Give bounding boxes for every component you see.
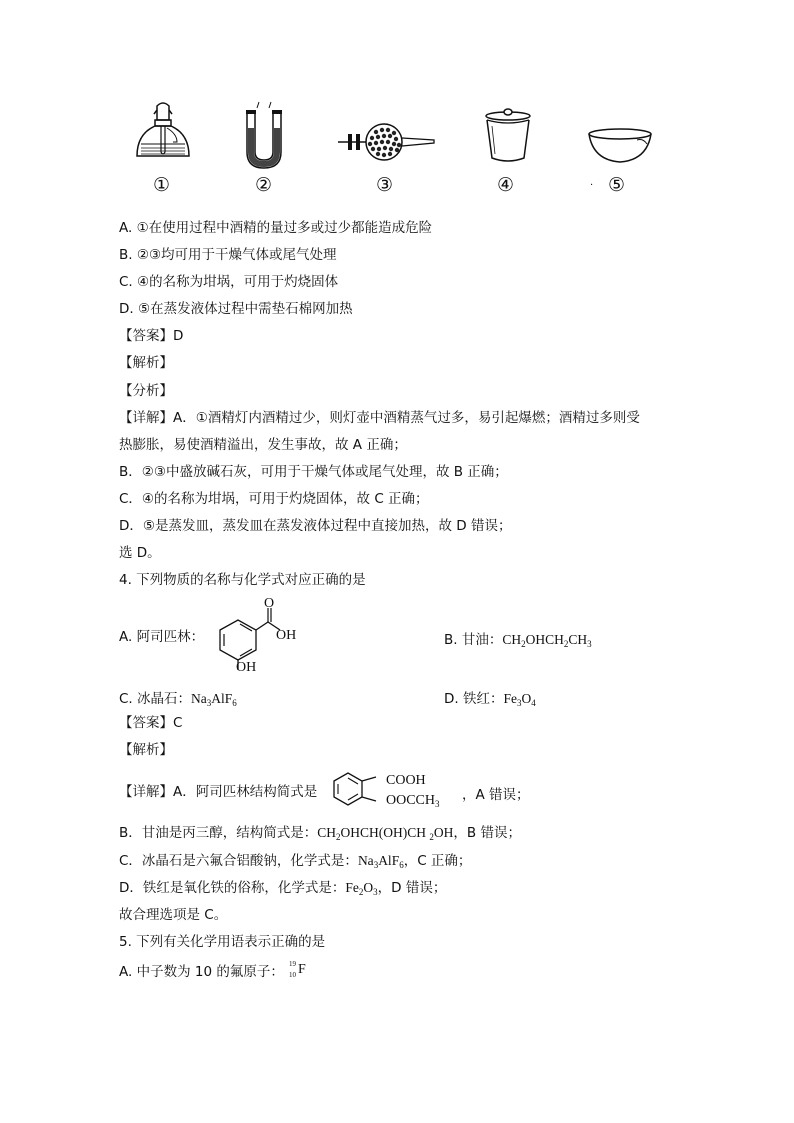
formula-part: Fe: [345, 880, 359, 895]
q5-option-a-label: A. 中子数为 10 的氟原子：: [119, 964, 284, 980]
q4-detail-c-formula: [358, 853, 404, 868]
q5-element-symbol: F: [298, 962, 306, 977]
formula-sub: 6: [399, 860, 404, 870]
q4-detail-c-post: ，C 正确；: [403, 853, 472, 869]
q3-detail-c: C．④的名称为坩埚，可用于灼烧固体，故 C 正确；: [119, 491, 429, 507]
q4-detail-d: [119, 879, 446, 901]
formula-part: OHCH: [525, 632, 564, 647]
formula-part: CH: [502, 632, 522, 647]
q3-analysis-heading: 【解析】: [119, 355, 173, 371]
q4-detail-a-pre: 【详解】A．阿司匹林结构简式是: [119, 784, 318, 800]
figure-label-5: ⑤: [608, 174, 626, 196]
alcohol-lamp-icon: [133, 100, 193, 170]
q5-option-a: [119, 963, 284, 981]
formula-sub: 3: [373, 887, 378, 897]
formula-part: AlF: [378, 853, 400, 868]
q5-stem: 5. 下列有关化学用语表示正确的是: [119, 934, 326, 950]
u-tube-icon: [241, 106, 287, 176]
formula-part: CH: [317, 825, 337, 840]
figure-dot: ·: [590, 180, 594, 191]
q3-detail-d: D．⑤是蒸发皿，蒸发皿在蒸发液体过程中直接加热，故 D 错误；: [119, 518, 512, 534]
formula-part: CH: [568, 632, 588, 647]
q4-detail-d-pre: D．铁红是氧化铁的俗称，化学式是：: [119, 880, 346, 896]
q3-option-a: A. ①在使用过程中酒精的量过多或过少都能造成危险: [119, 220, 433, 236]
formula-sub: 4: [531, 698, 536, 708]
q4-answer: 【答案】C: [119, 715, 183, 731]
q5-mass-number: 19: [289, 960, 296, 968]
figure-label-1: ①: [153, 174, 171, 196]
q4-option-c: [119, 687, 237, 708]
formula-sub: 2: [521, 639, 526, 649]
q4-detail-b: [119, 824, 521, 846]
formula-sub: 2: [358, 887, 364, 897]
q4-a-carbonyl-o: O: [264, 596, 275, 611]
formula-part: AlF: [211, 691, 233, 706]
figure-label-2: ②: [255, 174, 273, 196]
formula-sub: 3: [435, 799, 440, 809]
q4-option-d-formula: [503, 691, 535, 706]
q3-option-d: D. ⑤在蒸发液体过程中需垫石棉网加热: [119, 301, 353, 317]
q4-detail-a-oocch3: [386, 793, 440, 809]
formula-part: OOCCH: [386, 793, 436, 808]
q4-detail-b-formula: [317, 825, 453, 840]
q3-option-c: C. ④的名称为坩埚，可用于灼烧固体: [119, 274, 339, 290]
formula-sub: 2: [563, 639, 569, 649]
q4-detail-a-cooh: COOH: [386, 773, 426, 788]
formula-sub: 2: [429, 832, 434, 842]
q4-a-oh-bottom: OH: [236, 660, 257, 675]
q4-detail-b-pre: B．甘油是丙三醇，结构简式是：: [119, 825, 318, 841]
q4-analysis-heading: 【解析】: [119, 742, 173, 758]
q3-fenxi-heading: 【分析】: [119, 383, 173, 399]
formula-part: OHCH(OH)CH: [340, 825, 430, 840]
q3-detail-line1: 【详解】A．①酒精灯内酒精过少，则灯壶中酒精蒸气过多，易引起爆燃；酒精过多则受: [119, 410, 640, 426]
q3-choose: 选 D。: [119, 545, 161, 561]
formula-part: OH: [433, 825, 454, 840]
formula-sub: 3: [587, 639, 592, 649]
q4-detail-c: [119, 852, 471, 874]
formula-part: O: [363, 880, 374, 895]
formula-part: Fe: [503, 691, 517, 706]
q3-answer: 【答案】D: [119, 328, 184, 344]
q4-option-b-formula: [502, 632, 591, 647]
q4-option-d: [444, 687, 536, 708]
formula-part: Na: [357, 853, 374, 868]
evaporating-dish-icon: [587, 126, 653, 166]
q5-atomic-number: 10: [289, 971, 296, 979]
q4-detail-a-post: ，A 错误；: [462, 787, 530, 803]
formula-sub: 3: [516, 698, 522, 708]
formula-sub: 2: [336, 832, 341, 842]
q4-option-d-label: D. 铁红：: [444, 691, 504, 707]
q4-detail-c-pre: C．冰晶石是六氟合铝酸钠，化学式是：: [119, 853, 358, 869]
q3-option-b: B. ②③均可用于干燥气体或尾气处理: [119, 247, 337, 263]
q4-detail-d-post: ，D 错误；: [377, 880, 447, 896]
aspirin-structure: [326, 767, 386, 817]
formula-part: Na: [191, 691, 207, 706]
formula-part: O: [521, 691, 532, 706]
q4-conclusion: 故合理选项是 C。: [119, 907, 228, 923]
formula-sub: 3: [373, 860, 379, 870]
q4-detail-d-formula: [345, 880, 377, 895]
q4-option-b-label: B. 甘油：: [444, 632, 503, 648]
drying-tube-icon: [338, 118, 438, 168]
figure-label-4: ④: [497, 174, 515, 196]
q4-option-c-label: C. 冰晶石：: [119, 691, 192, 707]
q4-a-oh-top: OH: [276, 628, 297, 643]
formula-sub: 3: [206, 698, 212, 708]
crucible-icon: [483, 106, 533, 166]
q4-detail-a: [119, 783, 317, 801]
q4-stem: 4. 下列物质的名称与化学式对应正确的是: [119, 572, 366, 588]
q4-detail-b-post: ，B 错误；: [453, 825, 521, 841]
figure-label-3: ③: [376, 174, 394, 196]
q4-option-c-formula: [191, 691, 237, 706]
q4-option-b: [444, 628, 592, 649]
q3-detail-line2: 热膨胀，易使酒精溢出，发生事故，故 A 正确；: [119, 437, 407, 453]
q4-option-a-label: A. 阿司匹林：: [119, 629, 205, 645]
q3-detail-b: B．②③中盛放碱石灰，可用于干燥气体或尾气处理，故 B 正确；: [119, 464, 508, 480]
formula-sub: 6: [232, 698, 237, 708]
